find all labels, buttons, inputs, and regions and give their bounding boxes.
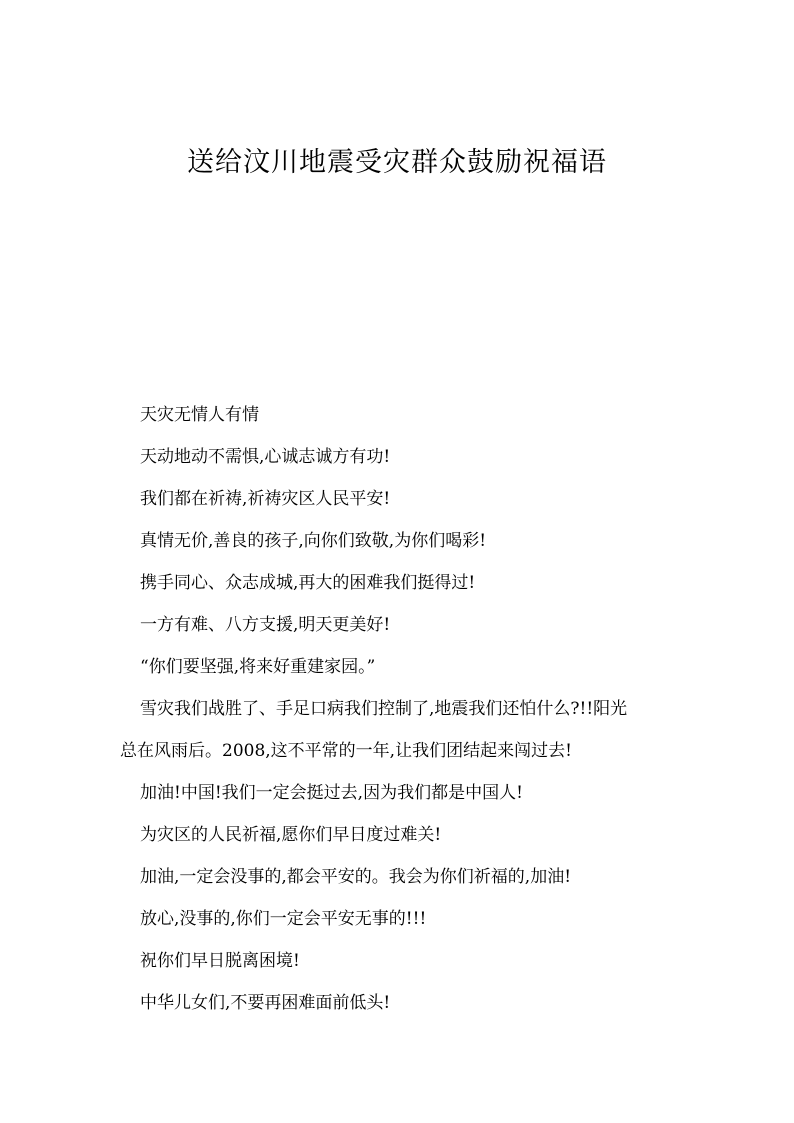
paragraph: 天灾无情人有情 [140, 405, 259, 425]
paragraph: 携手同心、众志成城,再大的困难我们挺得过! [140, 573, 476, 593]
document-title: 送给汶川地震受灾群众鼓励祝福语 [187, 147, 607, 178]
paragraph: 天动地动不需惧,心诚志诚方有功! [140, 447, 391, 467]
paragraph: “你们要坚强,将来好重建家园。” [140, 657, 376, 677]
paragraph: 为灾区的人民祈福,愿你们早日度过难关! [140, 825, 442, 845]
paragraph: 一方有难、八方支援,明天更美好! [140, 615, 391, 635]
paragraph-line-continued: 总在风雨后。2008,这不平常的一年,让我们团结起来闯过去! [120, 741, 572, 761]
document-body [120, 394, 680, 1024]
paragraph: 中华儿女们,不要再困难面前低头! [140, 993, 391, 1013]
paragraph: 加油,一定会没事的,都会平安的。我会为你们祈福的,加油! [140, 867, 572, 887]
paragraph-line: 雪灾我们战胜了、手足口病我们控制了,地震我们还怕什么?!!阳光 [140, 699, 628, 719]
paragraph: 真情无价,善良的孩子,向你们致敬,为你们喝彩! [140, 531, 487, 551]
paragraph: 放心,没事的,你们一定会平安无事的!!! [140, 909, 427, 929]
paragraph: 祝你们早日脱离困境! [140, 951, 300, 971]
paragraph: 加油!中国!我们一定会挺过去,因为我们都是中国人! [140, 783, 523, 803]
paragraph: 我们都在祈祷,祈祷灾区人民平安! [140, 489, 391, 509]
